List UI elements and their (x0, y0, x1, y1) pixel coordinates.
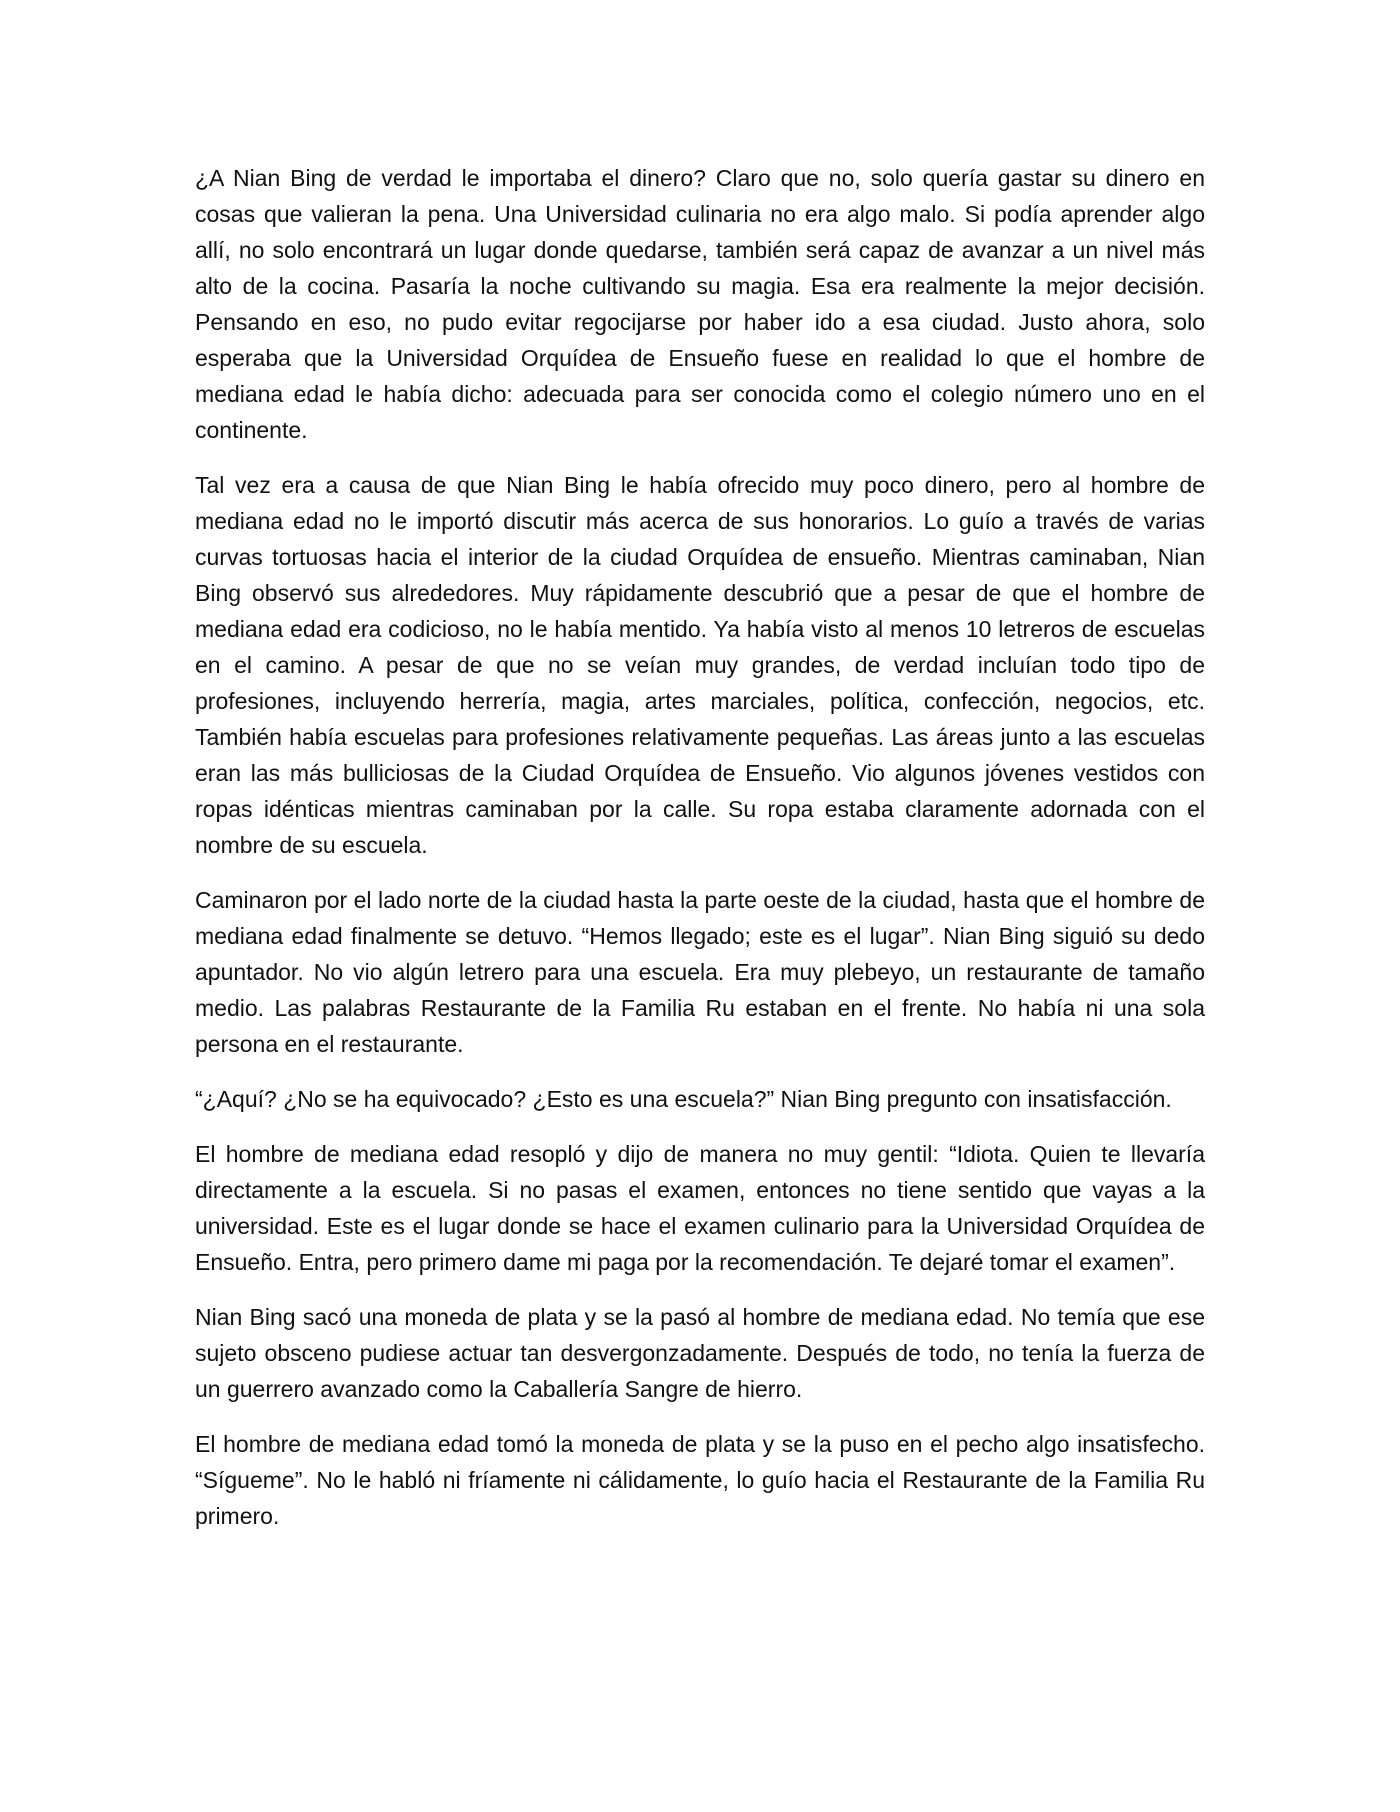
paragraph-7: El hombre de mediana edad tomó la moneda de plata y se la puso en el pecho algo insatisfecho. “Sígueme”. No le habló ni fríamente ni cálidamente, lo guío hacia el Restaurante de la Familia Ru primero. (195, 1431, 1205, 1529)
paragraph-3: Caminaron por el lado norte de la ciudad hasta la parte oeste de la ciudad, hasta que el hombre de mediana edad finalmente se detuvo. “Hemos llegado; este es el lugar”. Nian Bing siguió su dedo apuntador. No vio algún letrero para una escuela. Era muy plebeyo, un restaurante de tamaño medio. Las palabras Restaurante de la Familia Ru estaban en el frente. No había ni una sola persona en el restaurante. (195, 887, 1205, 1057)
paragraph-4: “¿Aquí? ¿No se ha equivocado? ¿Esto es una escuela?” Nian Bing pregunto con insatisfacción. (195, 1086, 1172, 1112)
paragraph-5: El hombre de mediana edad resopló y dijo de manera no muy gentil: “Idiota. Quien te llevaría directamente a la escuela. Si no pasas el examen, entonces no tiene sentido que vayas a la universidad. Este es el lugar donde se hace el examen culinario para la Universidad Orquídea de Ensueño. Entra, pero primero dame mi paga por la recomendación. Te dejaré tomar el examen”. (195, 1141, 1205, 1275)
document-body (195, 160, 1205, 1553)
paragraph-6: Nian Bing sacó una moneda de plata y se la pasó al hombre de mediana edad. No temía que ese sujeto obsceno pudiese actuar tan desvergonzadamente. Después de todo, no tenía la fuerza de un guerrero avanzado como la Caballería Sangre de hierro. (195, 1304, 1205, 1402)
paragraph-1: ¿A Nian Bing de verdad le importaba el dinero? Claro que no, solo quería gastar su dinero en cosas que valieran la pena. Una Universidad culinaria no era algo malo. Si podía aprender algo allí, no solo encontrará un lugar donde quedarse, también será capaz de avanzar a un nivel más alto de la cocina. Pasaría la noche cultivando su magia. Esa era realmente la mejor decisión. Pensando en eso, no pudo evitar regocijarse por haber ido a esa ciudad. Justo ahora, solo esperaba que la Universidad Orquídea de Ensueño fuese en realidad lo que el hombre de mediana edad le había dicho: adecuada para ser conocida como el colegio número uno en el continente. (195, 165, 1205, 443)
paragraph-2: Tal vez era a causa de que Nian Bing le había ofrecido muy poco dinero, pero al hombre de mediana edad no le importó discutir más acerca de sus honorarios. Lo guío a través de varias curvas tortuosas hacia el interior de la ciudad Orquídea de ensueño. Mientras caminaban, Nian Bing observó sus alrededores. Muy rápidamente descubrió que a pesar de que el hombre de mediana edad era codicioso, no le había mentido. Ya había visto al menos 10 letreros de escuelas en el camino. A pesar de que no se veían muy grandes, de verdad incluían todo tipo de profesiones, incluyendo herrería, magia, artes marciales, política, confección, negocios, etc. También había escuelas para profesiones relativamente pequeñas. Las áreas junto a las escuelas eran las más bulliciosas de la Ciudad Orquídea de Ensueño. Vio algunos jóvenes vestidos con ropas idénticas mientras caminaban por la calle. Su ropa estaba claramente adornada con el nombre de su escuela. (195, 472, 1205, 858)
